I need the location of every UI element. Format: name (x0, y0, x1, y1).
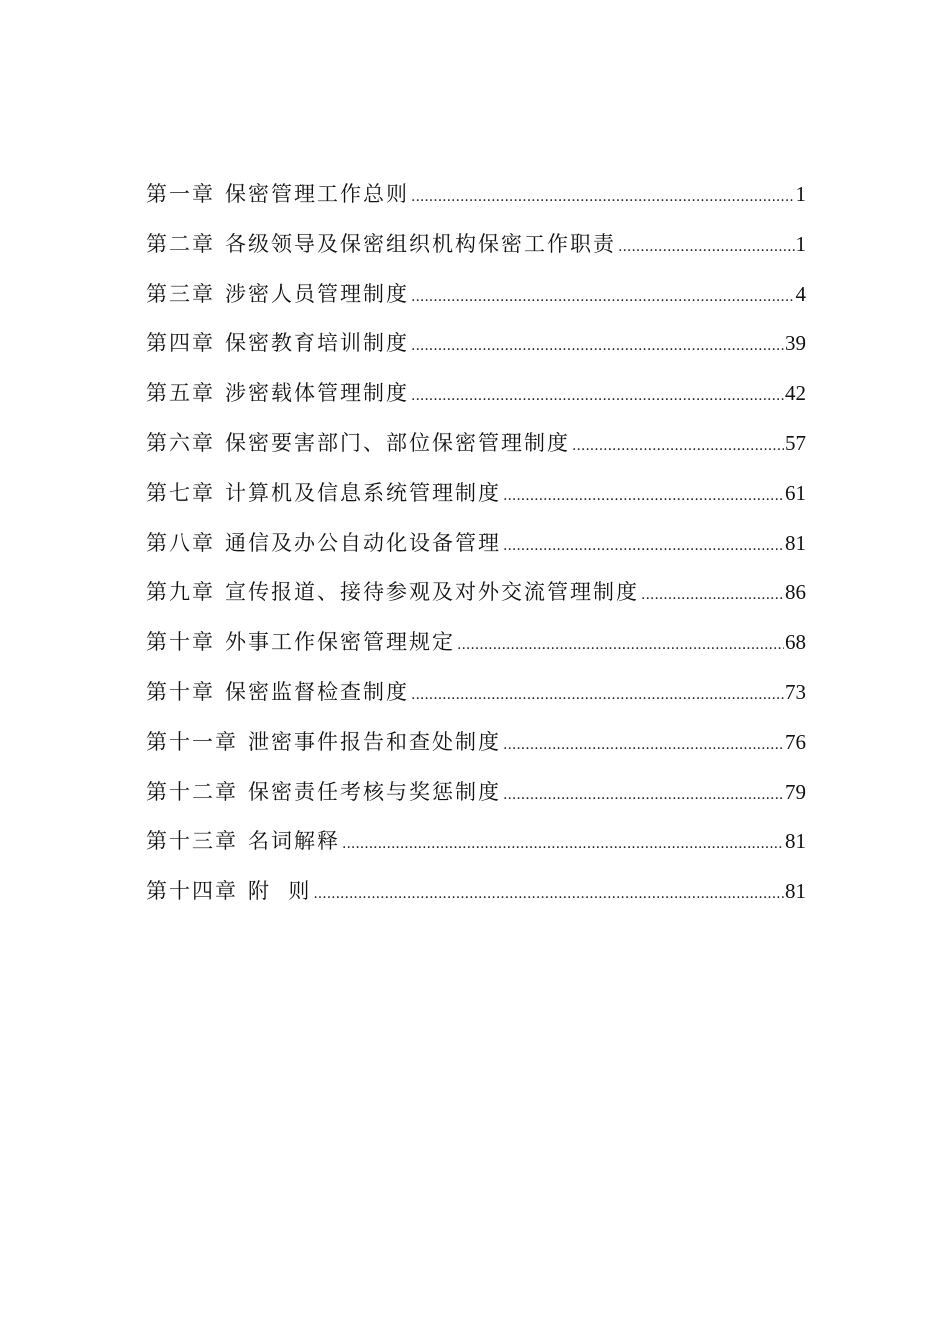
dot-leader (641, 587, 784, 603)
toc-page-number: 81 (785, 829, 806, 854)
dot-leader (503, 488, 784, 504)
toc-page-number: 61 (785, 480, 806, 505)
dot-leader (572, 438, 784, 454)
toc-entry[interactable] (146, 776, 806, 826)
dot-leader (411, 338, 784, 354)
toc-entry-title (146, 427, 570, 457)
toc-entry[interactable] (146, 178, 806, 228)
toc-entry[interactable] (146, 576, 806, 626)
toc-chapter-name: 各级领导及保密组织机构保密工作职责 (225, 231, 616, 256)
toc-entry[interactable] (146, 527, 806, 577)
toc-page-number: 42 (785, 381, 806, 406)
toc-chapter-number: 第四章 (146, 331, 215, 356)
toc-entry[interactable] (146, 427, 806, 477)
toc-entry[interactable] (146, 875, 806, 925)
toc-chapter-number: 第七章 (146, 480, 215, 505)
toc-page-number: 86 (785, 580, 806, 605)
toc-chapter-name: 保密责任考核与奖惩制度 (248, 779, 501, 804)
toc-chapter-name: 保密监督检查制度 (225, 679, 409, 704)
toc-page-number: 68 (785, 630, 806, 655)
toc-entry-title (146, 228, 616, 258)
toc-chapter-name: 涉密人员管理制度 (225, 281, 409, 306)
toc-chapter-number: 第八章 (146, 530, 215, 555)
toc-chapter-number: 第一章 (146, 182, 215, 206)
toc-chapter-number: 第十一章 (146, 729, 238, 754)
toc-entry[interactable] (146, 377, 806, 427)
dot-leader (342, 836, 784, 852)
toc-chapter-number: 第三章 (146, 281, 215, 306)
toc-entry-title (146, 377, 409, 407)
toc-chapter-name: 外事工作保密管理规定 (225, 630, 455, 655)
toc-entry[interactable] (146, 327, 806, 377)
dot-leader (411, 687, 784, 703)
toc-chapter-name: 宣传报道、接待参观及对外交流管理制度 (225, 580, 639, 605)
toc-page-number: 76 (785, 729, 806, 754)
toc-entry[interactable] (146, 676, 806, 726)
toc-entry[interactable] (146, 626, 806, 676)
toc-page-number: 39 (785, 331, 806, 356)
toc-entry[interactable] (146, 726, 806, 776)
toc-page-number: 1 (795, 182, 806, 206)
toc-chapter-number: 第十三章 (146, 829, 238, 854)
toc-entry-title (146, 477, 501, 507)
toc-chapter-name: 附 则 (248, 879, 312, 904)
dot-leader (503, 787, 784, 803)
toc-entry-title (146, 875, 311, 905)
dot-leader (313, 886, 784, 902)
toc-chapter-name: 保密管理工作总则 (225, 182, 409, 206)
toc-chapter-name: 保密教育培训制度 (225, 331, 409, 356)
toc-page-number: 57 (785, 430, 806, 455)
toc-chapter-name: 涉密载体管理制度 (225, 381, 409, 406)
toc-chapter-name: 名词解释 (248, 829, 340, 854)
toc-entry-title (146, 576, 639, 606)
toc-entry-title (146, 178, 409, 208)
toc-page-number: 81 (785, 879, 806, 904)
dot-leader (503, 538, 784, 554)
dot-leader (618, 239, 795, 255)
dot-leader (411, 388, 784, 404)
toc-entry-title (146, 527, 501, 557)
toc-chapter-name: 保密要害部门、部位保密管理制度 (225, 430, 570, 455)
toc-entry-title (146, 278, 409, 308)
toc-chapter-name: 泄密事件报告和查处制度 (248, 729, 501, 754)
toc-entry-title (146, 626, 455, 656)
toc-entry-title (146, 327, 409, 357)
dot-leader (457, 637, 784, 653)
toc-chapter-name: 计算机及信息系统管理制度 (225, 480, 501, 505)
toc-chapter-number: 第九章 (146, 580, 215, 605)
toc-chapter-number: 第十章 (146, 679, 215, 704)
table-of-contents (146, 178, 806, 925)
toc-entry-title (146, 776, 501, 806)
toc-chapter-number: 第十四章 (146, 879, 238, 904)
toc-entry[interactable] (146, 825, 806, 875)
toc-page-number: 4 (795, 281, 806, 306)
toc-page-number: 79 (785, 779, 806, 804)
toc-chapter-name: 通信及办公自动化设备管理 (225, 530, 501, 555)
toc-entry[interactable] (146, 278, 806, 328)
toc-entry-title (146, 676, 409, 706)
dot-leader (503, 737, 784, 753)
toc-entry-title (146, 825, 340, 855)
toc-page-number: 81 (785, 530, 806, 555)
dot-leader (411, 289, 795, 305)
toc-entry-title (146, 726, 501, 756)
toc-chapter-number: 第二章 (146, 231, 215, 256)
toc-page-number: 73 (785, 679, 806, 704)
toc-entry[interactable] (146, 477, 806, 527)
toc-chapter-number: 第六章 (146, 430, 215, 455)
dot-leader (411, 189, 795, 205)
toc-chapter-number: 第十二章 (146, 779, 238, 804)
toc-entry[interactable] (146, 228, 806, 278)
toc-chapter-number: 第十章 (146, 630, 215, 655)
toc-chapter-number: 第五章 (146, 381, 215, 406)
toc-page-number: 1 (795, 231, 806, 256)
